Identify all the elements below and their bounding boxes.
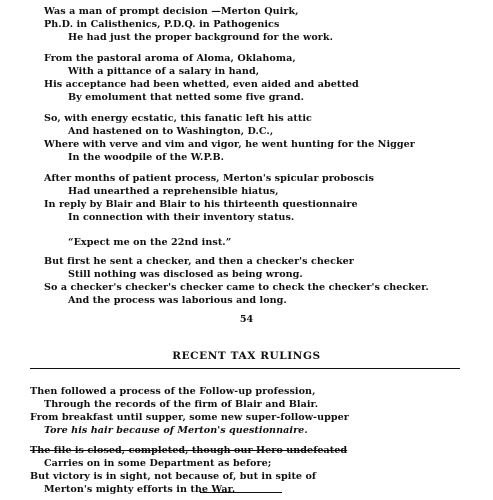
verse-line: Was a man of prompt decision —Merton Quirk,: [44, 6, 299, 17]
heading-rule: [30, 368, 460, 369]
verse-line: And hastened on to Washington, D.C.,: [68, 126, 274, 137]
verse-bottom: [0, 385, 493, 496]
verse-line: Then followed a process of the Follow-up profession,: [30, 386, 316, 397]
end-rule: [200, 492, 282, 493]
verse-line: From breakfast until supper, some new super-follow-upper: [30, 412, 349, 423]
verse-line: So, with energy ecstatic, this fanatic left his attic: [44, 113, 312, 124]
verse-line: Had unearthed a reprehensible hiatus,: [68, 186, 279, 197]
verse-line: So a checker's checker's checker came to check the checker's checker.: [44, 282, 429, 293]
verse-middle: [0, 236, 493, 307]
page-number: 54: [239, 314, 254, 325]
verse-line-struck: The file is closed, completed, though our Hero undefeated: [30, 445, 348, 456]
verse-line: Merton's mighty efforts in the War.: [44, 484, 236, 495]
verse-line: By emolument that netted some five grand.: [68, 92, 305, 103]
verse-line: His acceptance had been whetted, even aided and abetted: [44, 79, 359, 90]
quote-line: “Expect me on the 22nd inst.”: [68, 237, 232, 248]
verse-line: Still nothing was disclosed as being wrong.: [68, 269, 303, 280]
verse-line: In connection with their inventory status.: [68, 212, 295, 223]
verse-line: Where with verve and vim and vigor, he went hunting for the Nigger: [44, 139, 415, 150]
verse-line: He had just the proper background for the work.: [68, 32, 333, 43]
verse-line: But first he sent a checker, and then a checker's checker: [44, 256, 354, 267]
section-heading: RECENT TAX RULINGS: [172, 350, 321, 362]
verse-top: [0, 5, 493, 224]
verse-line-italic: Tore his hair because of Merton's questionnaire.: [44, 425, 308, 436]
verse-line: And the process was laborious and long.: [68, 295, 287, 306]
verse-line: After months of patient process, Merton's spicular proboscis: [44, 173, 374, 184]
verse-line: Through the records of the firm of Blair and Blair.: [44, 399, 319, 410]
verse-line: Ph.D. in Calisthenics, P.D.Q. in Pathogenics: [44, 19, 280, 30]
verse-line: In reply by Blair and Blair to his thirteenth questionnaire: [44, 199, 358, 210]
verse-line: From the pastoral aroma of Aloma, Oklahoma,: [44, 53, 296, 64]
verse-line: In the woodpile of the W.P.B.: [68, 152, 225, 163]
verse-line: Carries on in some Department as before;: [44, 458, 272, 469]
verse-line: With a pittance of a salary in hand,: [68, 66, 260, 77]
verse-line: But victory is in sight, not because of, but in spite of: [30, 471, 317, 482]
